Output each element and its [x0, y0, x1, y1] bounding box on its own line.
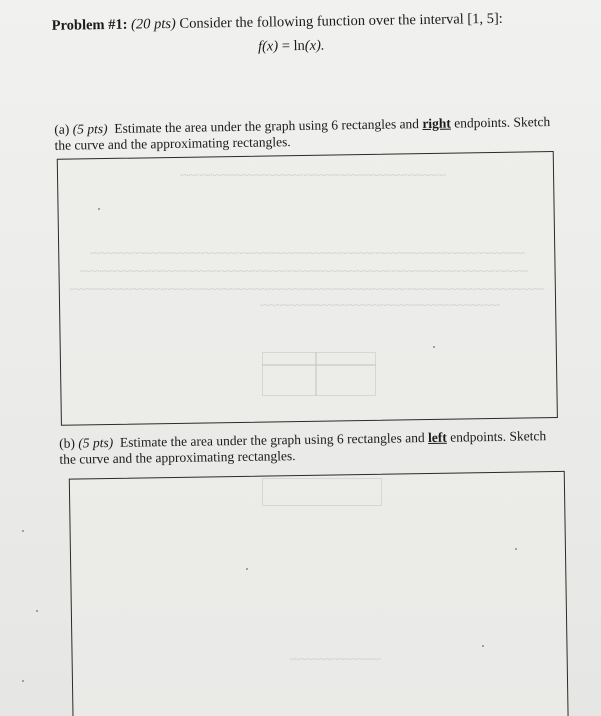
- speck: [36, 610, 38, 612]
- part-b-points: (5 pts): [78, 434, 114, 451]
- problem-statement: [52, 9, 552, 35]
- bleed-through-table: [262, 352, 376, 396]
- bleed-through-mark: ~~~~~~~~~~~~~~: [290, 652, 381, 666]
- speck: [482, 645, 484, 647]
- part-b-prompt: [59, 428, 559, 468]
- problem-points: (20 pts): [130, 15, 176, 33]
- part-b-label: (b): [59, 435, 76, 451]
- bleed-through-mark: ~~~~~~~~~~~~~~~~~~~~~~~~~~~~~~~~~~~~~~~~~~~~~~~~~~~~~~~~~~~~~~~~~~~~~~~~~: [70, 282, 544, 296]
- speck: [515, 548, 517, 550]
- part-a-text: Estimate the area under the graph using 6 rectangles and: [114, 116, 420, 136]
- equation-lhs: f(x): [257, 38, 279, 55]
- part-b-text: Estimate the area under the graph using 6 rectangles and: [119, 430, 425, 450]
- function-equation: [258, 38, 325, 56]
- part-b-text-end: endpoints. Sketch the curve and the approximating rectangles.: [59, 428, 547, 467]
- part-a-prompt: [54, 114, 554, 154]
- part-a-text-end: endpoints. Sketch the curve and the approximating rectangles.: [54, 114, 551, 153]
- bleed-through-table: [262, 478, 382, 506]
- speck: [22, 680, 24, 682]
- speck: [246, 568, 248, 570]
- speck: [22, 530, 24, 532]
- problem-label: Problem #1:: [51, 16, 128, 34]
- part-b-answer-box[interactable]: [69, 471, 569, 716]
- bleed-through-line: [262, 364, 376, 366]
- equation-equals: =: [278, 38, 294, 55]
- equation-argument: (x).: [304, 37, 325, 54]
- bleed-through-mark: ~~~~~~~~~~~~~~~~~~~~~~~~~~~~~~~~~~~~~~~~~~~~~~~~~~~~~~~~~~~~~~~~~~~: [90, 246, 525, 260]
- bleed-through-mark: ~~~~~~~~~~~~~~~~~~~~~~~~~~~~~~~~~~~~~~~~~: [180, 168, 447, 182]
- part-b-keyword: left: [427, 429, 447, 446]
- bleed-through-mark: ~~~~~~~~~~~~~~~~~~~~~~~~~~~~~~~~~~~~~: [260, 298, 501, 312]
- bleed-through-mark: ~~~~~~~~~~~~~~~~~~~~~~~~~~~~~~~~~~~~~~~~~~~~~~~~~~~~~~~~~~~~~~~~~~~~~: [80, 264, 528, 278]
- bleed-through-line: [315, 352, 317, 396]
- speck: [433, 346, 435, 348]
- equation-function-name: ln: [293, 37, 305, 55]
- part-a-points: (5 pts): [72, 121, 108, 137]
- part-a-label: (a): [54, 121, 70, 137]
- problem-text: Consider the following function over the interval [1, 5]:: [179, 10, 503, 32]
- speck: [98, 208, 100, 210]
- part-a-keyword: right: [422, 115, 451, 132]
